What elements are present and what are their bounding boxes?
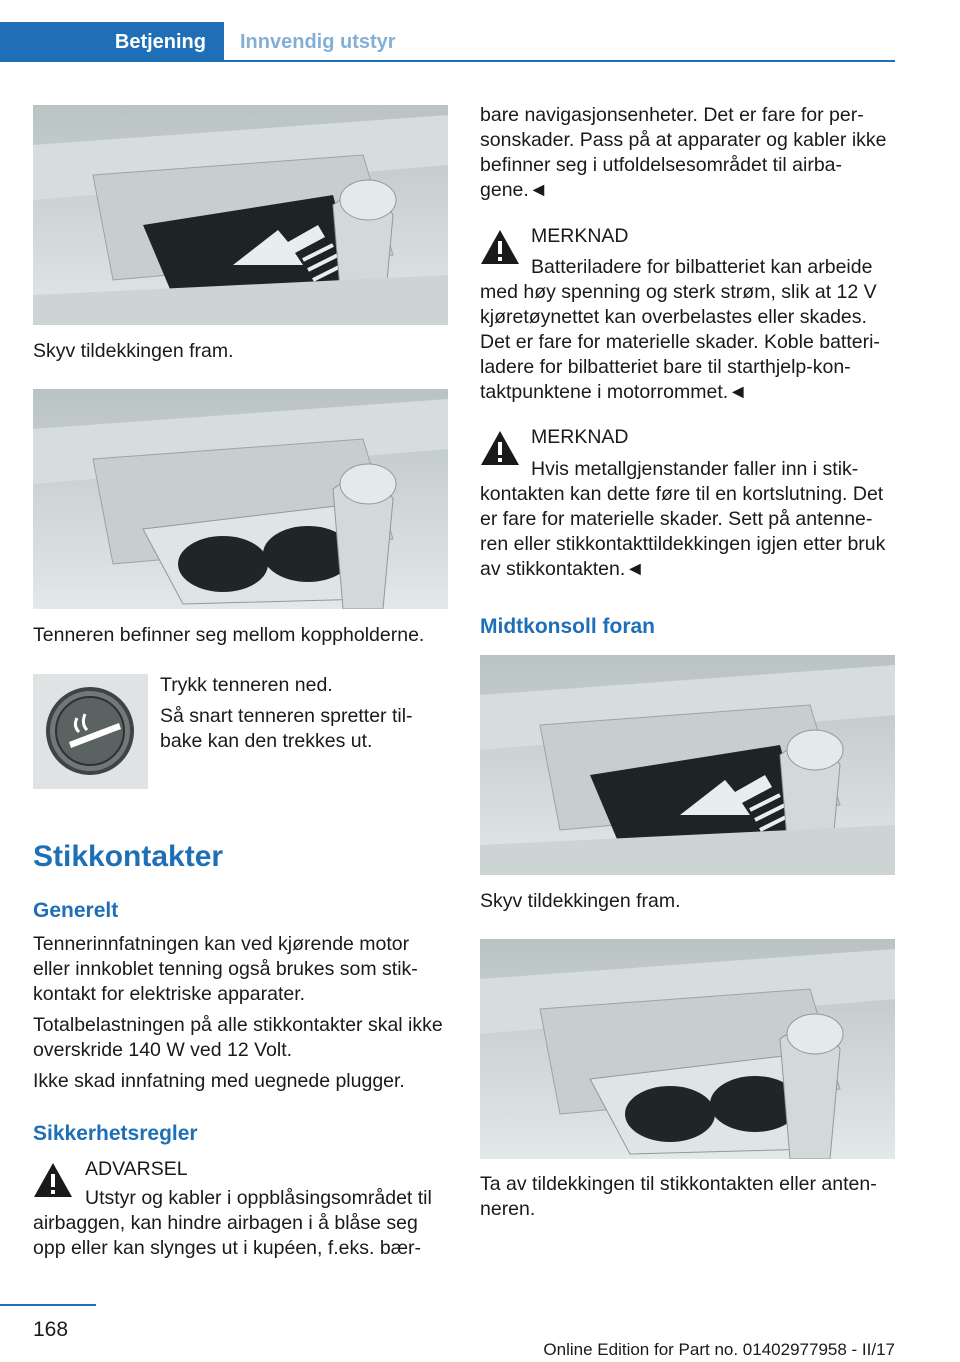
edition-note: Online Edition for Part no. 01402977958 - II/17	[543, 1340, 895, 1359]
warning-continuation: bare navigasjonsenheter. Det er fare for per-sonskader. Pass på at apparater og kabler ikke befinner seg i utfoldelsesområdet til airba-gene.◄	[480, 104, 887, 201]
lighter-icon	[33, 674, 148, 789]
cup-holder-photo	[33, 389, 448, 609]
page-number: 168	[33, 1318, 69, 1341]
heading-stikkontakter: Stikkontakter	[33, 840, 224, 873]
warning-title: ADVARSEL	[85, 1158, 188, 1180]
tab-betjening[interactable]: Betjening	[0, 22, 224, 62]
caption-cover-forward: Skyv tildekkingen fram.	[33, 340, 234, 362]
generelt-paragraph-2: Totalbelastningen på alle stikkontakter skal ikke overskride 140 W ved 12 Volt.	[33, 1014, 443, 1061]
tab-innvendig-utstyr[interactable]: Innvendig utstyr	[240, 30, 396, 53]
generelt-paragraph-3: Ikke skad innfatning med uegnede plugger.	[33, 1070, 405, 1092]
caption-remove-cover: Ta av tildekkingen til stikkontakten eller anten-neren.	[480, 1173, 877, 1220]
note2-text: Hvis metallgjenstander faller inn i stik-kontakten kan dette føre til en kortslutning. Det er fare for materielle skader. Sett på antenne-ren eller stikkontakttildekkingen igjen etter bruk av stikkontakten.◄	[480, 458, 886, 580]
generelt-paragraph-1: Tennerinnfatningen kan ved kjørende motor eller innkoblet tenning også brukes som stik-kontakt for elektriske apparater.	[33, 933, 418, 1005]
lighter-instruction-2: Så snart tenneren spretter til-bake kan den trekkes ut.	[160, 705, 413, 752]
header-divider	[0, 60, 895, 62]
front-console-cover-photo	[480, 655, 895, 875]
console-cover-photo	[33, 105, 448, 325]
footer-divider	[0, 1304, 96, 1306]
caption-front-cover-forward: Skyv tildekkingen fram.	[480, 890, 681, 912]
note2-title: MERKNAD	[531, 426, 629, 448]
heading-midtkonsoll-foran: Midtkonsoll foran	[480, 615, 655, 638]
heading-sikkerhetsregler: Sikkerhetsregler	[33, 1122, 198, 1145]
front-cup-holder-photo	[480, 939, 895, 1159]
heading-generelt: Generelt	[33, 899, 119, 922]
caption-lighter-location: Tenneren befinner seg mellom koppholderne.	[33, 624, 425, 646]
warning-text: Utstyr og kabler i oppblåsingsområdet til airbaggen, kan hindre airbagen i å blåse seg opp eller kan slynges ut i kupéen, f.eks. bær-	[33, 1187, 432, 1259]
note1-title: MERKNAD	[531, 225, 629, 247]
header-bar	[0, 0, 960, 62]
note1-text: Batteriladere for bilbatteriet kan arbeide med høy spenning og sterk strøm, slik at 12 V kjøretøynettet kan overbelastes eller skades. Det er fare for materielle skader. Koble batteri-ladere for bilbatteriet bare til starthjelp-kon-taktpunktene i motorrommet.◄	[480, 256, 880, 403]
lighter-instruction-1: Trykk tenneren ned.	[160, 674, 333, 696]
